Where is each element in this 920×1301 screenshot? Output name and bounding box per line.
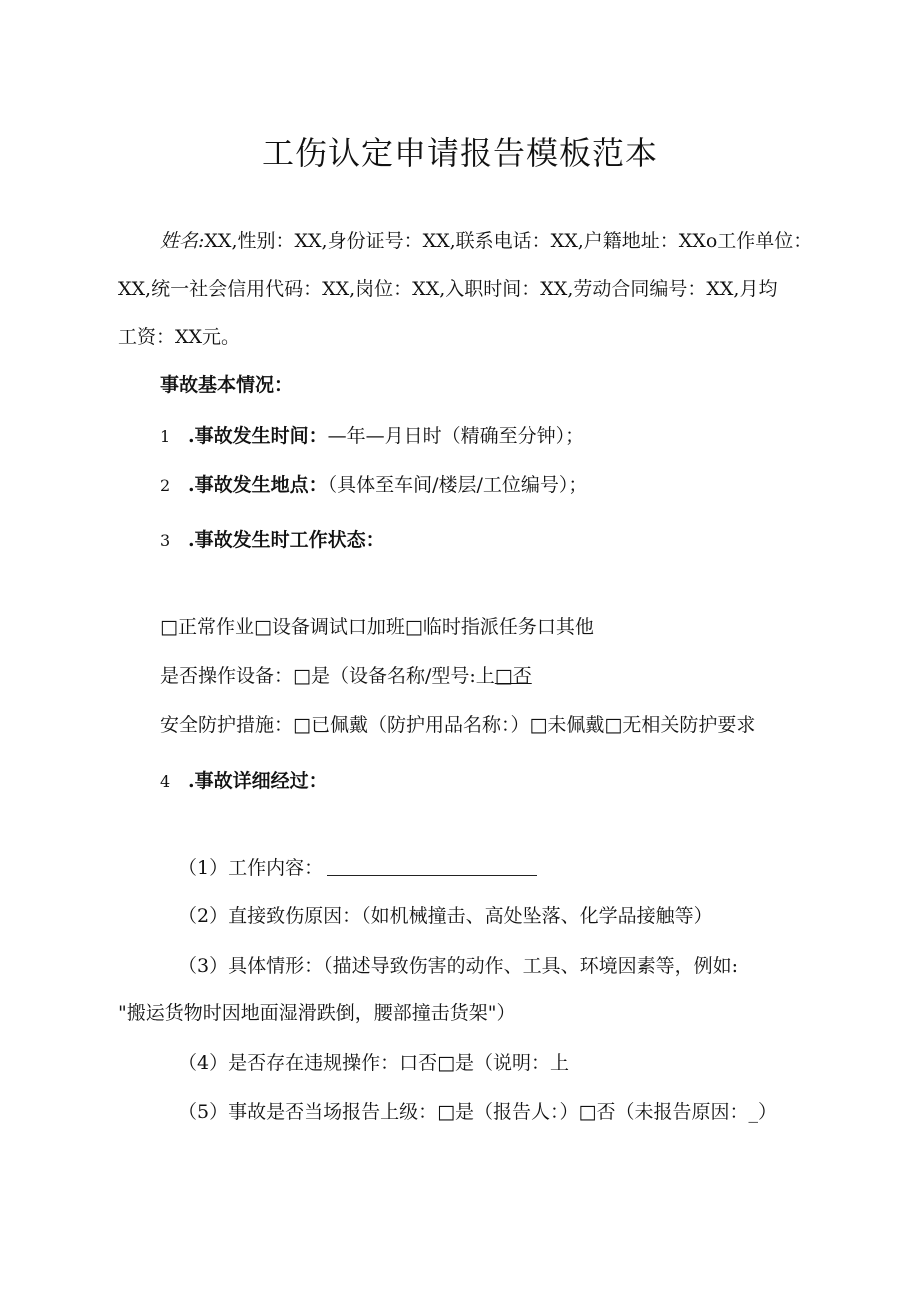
work-content-blank[interactable] bbox=[327, 855, 537, 876]
intro-line-2: XX,统一社会信用代码：XX,岗位：XX,入职时间：XX,劳动合同编号：XX,月均 bbox=[118, 278, 778, 300]
item-3-number: 3 bbox=[160, 531, 171, 550]
detail-3-line-2: "搬运货物时因地面湿滑跌倒，腰部撞击货架"） bbox=[118, 1002, 516, 1024]
detail-3-line-1: （3）具体情形：（描述导致伤害的动作、工具、环境因素等，例如: bbox=[178, 955, 738, 977]
name-label: 姓名: bbox=[160, 230, 205, 252]
item-2 bbox=[160, 472, 587, 499]
detail-1 bbox=[178, 855, 537, 881]
equipment-prefix: 是否操作设备：□是（设备名称/型号:上 bbox=[160, 665, 495, 687]
item-4-label: .事故详细经过： bbox=[188, 770, 328, 792]
detail-5: （5）事故是否当场报告上级：□是（报告人：）□否（未报告原因：_） bbox=[178, 1101, 777, 1123]
item-1-number: 1 bbox=[160, 427, 171, 446]
item-1 bbox=[160, 423, 584, 450]
item-2-label: .事故发生地点： bbox=[188, 474, 328, 496]
intro-line-1-text: XX,性别：XX,身份证号：XX,联系电话：XX,户籍地址：XXo工作单位： bbox=[204, 230, 813, 252]
item-2-number: 2 bbox=[160, 476, 171, 495]
item-3 bbox=[160, 527, 385, 554]
detail-2: （2）直接致伤原因：（如机械撞击、高处坠落、化学品接触等） bbox=[178, 905, 713, 927]
item-1-text: —年—月日时（精确至分钟）； bbox=[327, 425, 585, 447]
equipment-line bbox=[160, 663, 532, 689]
detail-4: （4）是否存在违规操作：口否□是（说明：上 bbox=[178, 1052, 570, 1074]
detail-1-label: （1）工作内容： bbox=[178, 857, 324, 879]
document-title: 工伤认定申请报告模板范本 bbox=[261, 134, 658, 172]
item-1-label: .事故发生时间： bbox=[188, 425, 328, 447]
item-2-text: （具体至车间/楼层/工位编号）； bbox=[327, 474, 588, 496]
work-state-options: □正常作业□设备调试口加班□临时指派任务口其他 bbox=[160, 616, 594, 638]
protection-line: 安全防护措施：□已佩戴（防护用品名称：）□未佩戴□无相关防护要求 bbox=[160, 714, 756, 736]
item-4 bbox=[160, 768, 328, 795]
intro-line-3: 工资：XX元。 bbox=[118, 326, 241, 348]
intro-line-1 bbox=[160, 228, 812, 254]
equipment-no-option: □否 bbox=[494, 665, 532, 687]
item-4-number: 4 bbox=[160, 772, 171, 791]
section-heading: 事故基本情况： bbox=[160, 374, 294, 396]
item-3-label: .事故发生时工作状态： bbox=[188, 529, 385, 551]
